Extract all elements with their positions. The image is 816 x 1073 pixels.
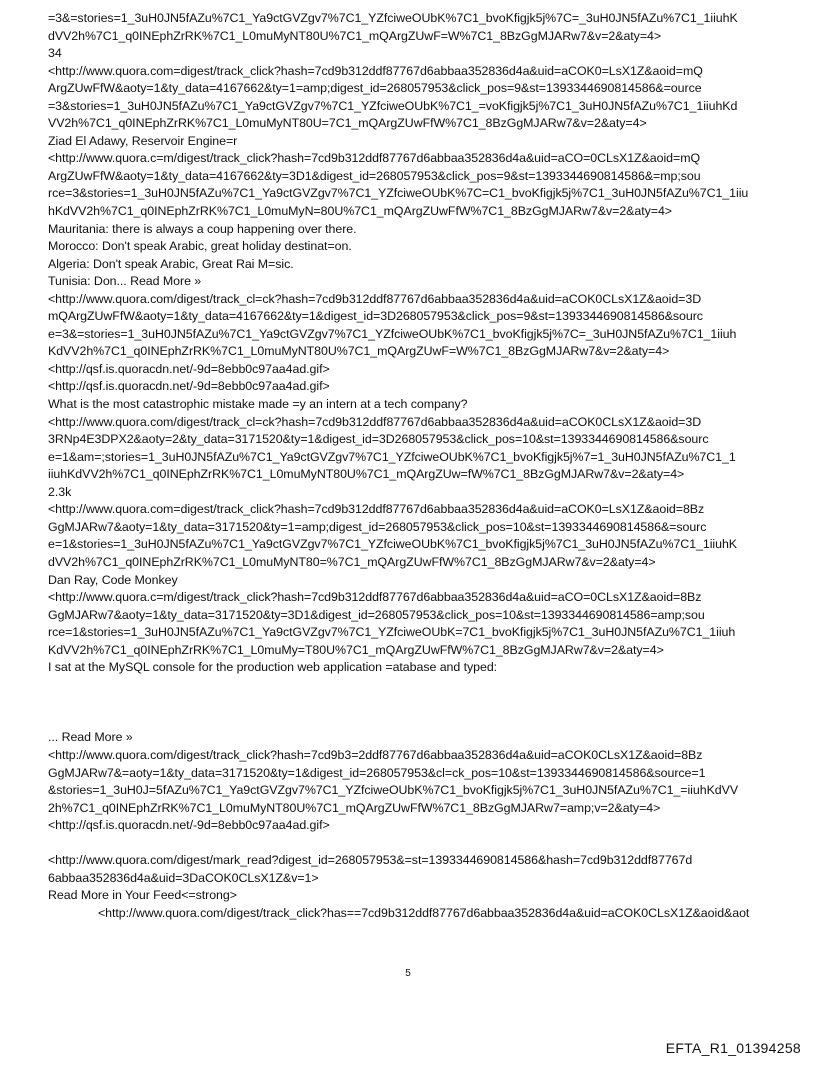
blank-line (48, 677, 774, 695)
text-line: GgMJARw7&aoty=1&ty_data=3171520&ty=1=amp;digest_id=268057953&click_pos=10&st=1393344690814586&=sourc (48, 519, 707, 534)
text-line: <http://www.quora.com/digest/track_cl=ck?hash=7cd9b312ddf87767d6abbaa352836d4a&uid=aCOK0CLsX1Z&aoid=3D (48, 291, 702, 306)
text-line: =3&=stories=1_3uH0JN5fAZu%7C1_Ya9ctGVZgv7%7C1_YZfciweOUbK%7C1_bvoKfigjk5j%7C=_3uH0JN5fAZu%7C1_1iiuhK (48, 11, 738, 25)
text-line: rce=3&stories=1_3uH0JN5fAZu%7C1_Ya9ctGVZgv7%7C1_YZfciweOUbK%7C=C1_bvoKfigjk5j%7C1_3uH0JN5fAZu%7C1_1iiu (48, 186, 749, 201)
text-line: 2h%7C1_q0INEphZrRK%7C1_L0muMyNT80U%7C1_mQArgZUwFfW%7C1_8BzGgMJARw7=amp;v=2&aty=4> (48, 800, 661, 815)
text-line: I sat at the MySQL console for the production web application =atabase and typed: (48, 660, 498, 675)
text-line: dVV2h%7C1_q0INEphZrRK%7C1_L0muMyNT80U%7C1_mQArgZUwF=W%7C1_8BzGgMJARw7&v=2&aty=4> (48, 28, 662, 43)
blank-line (48, 835, 774, 853)
text-line: Dan Ray, Code Monkey (48, 572, 178, 587)
text-line: =3&stories=1_3uH0JN5fAZu%7C1_Ya9ctGVZgv7%7C1_YZfciweOUbK%7C1_=voKfigjk5j%7C1_3uH0JN5fAZu%7C1_1iiuhKd (48, 98, 738, 113)
email-body-text (48, 10, 774, 922)
text-line: <http://www.quora.com=digest/track_click?hash=7cd9b312ddf87767d6abbaa352836d4a&uid=aCOK0=LsX1Z&aoid=mQ (48, 63, 703, 78)
text-line: <http://qsf.is.quoracdn.net/-9d=8ebb0c97aa4ad.gif> (48, 361, 330, 376)
text-line: <http://www.quora.com/digest/track_click?has==7cd9b312ddf87767d6abbaa352836d4a&uid=aCOK0CLsX1Z&aoid&aot (98, 905, 750, 920)
text-line: Mauritania: there is always a coup happening over there. (48, 221, 357, 236)
document-id-footer: EFTA_R1_01394258 (665, 1040, 801, 1056)
text-line: hKdVV2h%7C1_q0INEphZrRK%7C1_L0muMyN=80U%7C1_mQArgZUwFfW%7C1_8BzGgMJARw7&v=2&aty=4> (48, 204, 672, 219)
text-line: ArgZUwFfW&aoty=1&ty_data=4167662&ty=3D1&digest_id=268057953&click_pos=9&st=1393344690814586&=mp;sou (48, 168, 701, 183)
text-line: e=3&=stories=1_3uH0JN5fAZu%7C1_Ya9ctGVZgv7%7C1_YZfciweOUbK%7C1_bvoKfigjk5j%7C=_3uH0JN5fAZu%7C1_1iiuh (48, 326, 737, 341)
text-line: mQArgZUwFfW&aoty=1&ty_data=4167662&ty=1&digest_id=3D268057953&click_pos=9&st=1393344690814586&sourc (48, 309, 703, 324)
blank-line (48, 694, 774, 712)
text-line: e=1&stories=1_3uH0JN5fAZu%7C1_Ya9ctGVZgv7%7C1_YZfciweOUbK%7C1_bvoKfigjk5j%7C1_3uH0JN5fAZu%7C1_1iiuhK (48, 537, 738, 552)
text-line: rce=1&stories=1_3uH0JN5fAZu%7C1_Ya9ctGVZgv7%7C1_YZfciweOUbK=7C1_bvoKfigjk5j%7C1_3uH0JN5fAZu%7C1_1iiuh (48, 625, 736, 640)
text-line: Algeria: Don't speak Arabic, Great Rai M=sic. (48, 256, 294, 271)
text-line: iiuhKdVV2h%7C1_q0INEphZrRK%7C1_L0muMyNT80U%7C1_mQArgZUw=fW%7C1_8BzGgMJARw7&v=2&aty=4> (48, 467, 685, 482)
text-line: Ziad El Adawy, Reservoir Engine=r (48, 133, 238, 148)
text-line: GgMJARw7&aoty=1&ty_data=3171520&ty=3D1&digest_id=268057953&click_pos=10&st=1393344690814586=amp;sou (48, 607, 705, 622)
text-line: Morocco: Don't speak Arabic, great holiday destinat=on. (48, 239, 352, 254)
text-line: <http://www.quora.com/digest/track_cl=ck?hash=7cd9b312ddf87767d6abbaa352836d4a&uid=aCOK0CLsX1Z&aoid=3D (48, 414, 702, 429)
text-line: dVV2h%7C1_q0INEphZrRK%7C1_L0muMyNT80=%7C1_mQArgZUwFfW%7C1_8BzGgMJARw7&v=2&aty=4> (48, 554, 656, 569)
text-line: 2.3k (48, 484, 72, 499)
text-line: 6abbaa352836d4a&uid=3DaCOK0CLsX1Z&v=1> (48, 870, 319, 885)
text-line: <http://www.quora.com/digest/mark_read?digest_id=268057953&=st=1393344690814586&hash=7cd9b312ddf87767d (48, 853, 693, 868)
text-line: KdVV2h%7C1_q0INEphZrRK%7C1_L0muMy=T80U%7C1_mQArgZUwFfW%7C1_8BzGgMJARw7&v=2&aty=4> (48, 642, 664, 657)
text-line: KdVV2h%7C1_q0INEphZrRK%7C1_L0muMyNT80U%7C1_mQArgZUwF=W%7C1_8BzGgMJARw7&v=2&aty=4> (48, 344, 670, 359)
text-line: ArgZUwFfW&aoty=1&ty_data=4167662&ty=1=amp;digest_id=268057953&click_pos=9&st=1393344690814586&=ource (48, 81, 702, 96)
page-number: 5 (405, 968, 411, 979)
text-line: Read More in Your Feed<=strong> (48, 888, 237, 903)
text-line: Tunisia: Don... Read More » (48, 274, 202, 289)
text-line: <http://qsf.is.quoracdn.net/-9d=8ebb0c97aa4ad.gif> (48, 818, 330, 833)
text-line: ... Read More » (48, 730, 133, 745)
text-line: 3RNp4E3DPX2&aoty=2&ty_data=3171520&ty=1&digest_id=3D268057953&click_pos=10&st=1393344690814586&sourc (48, 432, 709, 447)
text-line: 34 (48, 46, 62, 61)
text-line: e=1&am=;stories=1_3uH0JN5fAZu%7C1_Ya9ctGVZgv7%7C1_YZfciweOUbK%7C1_bvoKfigjk5j%7=1_3uH0JN5fAZu%7C1_1 (48, 449, 736, 464)
blank-line (48, 712, 774, 730)
text-line: <http://www.quora.com/digest/track_click?hash=7cd9b3=2ddf87767d6abbaa352836d4a&uid=aCOK0CLsX1Z&aoid=8Bz (48, 747, 703, 762)
text-line: What is the most catastrophic mistake made =y an intern at a tech company? (48, 397, 468, 412)
text-line: <http://qsf.is.quoracdn.net/-9d=8ebb0c97aa4ad.gif> (48, 379, 330, 394)
text-line: VV2h%7C1_q0INEphZrRK%7C1_L0muMyNT80U=7C1_mQArgZUwFfW%7C1_8BzGgMJARw7&v=2&aty=4> (48, 116, 647, 131)
text-line: <http://www.quora.c=m/digest/track_click?hash=7cd9b312ddf87767d6abbaa352836d4a&uid=aCO=0CLsX1Z&aoid=8Bz (48, 590, 702, 605)
text-line: &stories=1_3uH0J=5fAZu%7C1_Ya9ctGVZgv7%7C1_YZfciweOUbK%7C1_bvoKfigjk5j%7C1_3uH0JN5fAZu%7C1_=iiuhKdVV (48, 783, 739, 798)
text-line: <http://www.quora.com=digest/track_click?hash=7cd9b312ddf87767d6abbaa352836d4a&uid=aCOK0=LsX1Z&aoid=8Bz (48, 502, 705, 517)
text-line: <http://www.quora.c=m/digest/track_click?hash=7cd9b312ddf87767d6abbaa352836d4a&uid=aCO=0CLsX1Z&aoid=mQ (48, 151, 701, 166)
text-line: GgMJARw7&=aoty=1&ty_data=3171520&ty=1&digest_id=268057953&cl=ck_pos=10&st=1393344690814586&source=1 (48, 765, 706, 780)
